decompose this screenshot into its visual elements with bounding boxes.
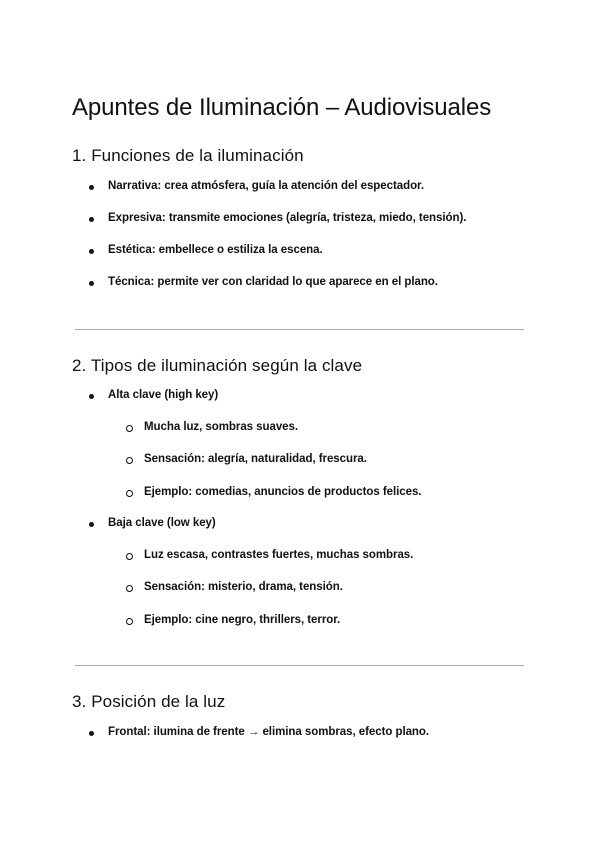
list-item: Técnica: permite ver con claridad lo que aparece en el plano. bbox=[108, 276, 438, 288]
hollow-bullet-icon bbox=[126, 457, 133, 464]
bullet-icon bbox=[89, 522, 94, 527]
section-divider bbox=[75, 329, 524, 330]
hollow-bullet-icon bbox=[126, 618, 133, 625]
section-heading-funciones: 1. Funciones de la iluminación bbox=[72, 146, 304, 165]
list-item-alta-clave: Alta clave (high key) bbox=[108, 389, 218, 401]
bullet-icon bbox=[89, 249, 94, 254]
hollow-bullet-icon bbox=[126, 425, 133, 432]
bullet-icon bbox=[89, 217, 94, 222]
bullet-icon bbox=[89, 281, 94, 286]
hollow-bullet-icon bbox=[126, 585, 133, 592]
section-heading-posicion: 3. Posición de la luz bbox=[72, 692, 226, 711]
bullet-icon bbox=[89, 185, 94, 190]
bullet-icon bbox=[89, 731, 94, 736]
sub-list-item: Sensación: alegría, naturalidad, frescura. bbox=[144, 453, 367, 465]
hollow-bullet-icon bbox=[126, 490, 133, 497]
section-divider bbox=[75, 665, 524, 666]
sub-list-item: Luz escasa, contrastes fuertes, muchas sombras. bbox=[144, 549, 413, 561]
sub-list-item: Ejemplo: comedias, anuncios de productos felices. bbox=[144, 486, 421, 498]
sub-list-item: Ejemplo: cine negro, thrillers, terror. bbox=[144, 614, 340, 626]
document-title: Apuntes de Iluminación – Audiovisuales bbox=[72, 94, 492, 121]
hollow-bullet-icon bbox=[126, 553, 133, 560]
list-item-baja-clave: Baja clave (low key) bbox=[108, 517, 216, 529]
list-item: Narrativa: crea atmósfera, guía la atención del espectador. bbox=[108, 180, 424, 192]
sub-list-item: Sensación: misterio, drama, tensión. bbox=[144, 581, 343, 593]
sub-list-item: Mucha luz, sombras suaves. bbox=[144, 421, 298, 433]
list-item: Frontal: ilumina de frente → elimina sombras, efecto plano. bbox=[108, 726, 429, 738]
list-item: Expresiva: transmite emociones (alegría, tristeza, miedo, tensión). bbox=[108, 212, 466, 224]
bullet-icon bbox=[89, 394, 94, 399]
section-heading-tipos: 2. Tipos de iluminación según la clave bbox=[72, 356, 363, 375]
list-item: Estética: embellece o estiliza la escena. bbox=[108, 244, 323, 256]
